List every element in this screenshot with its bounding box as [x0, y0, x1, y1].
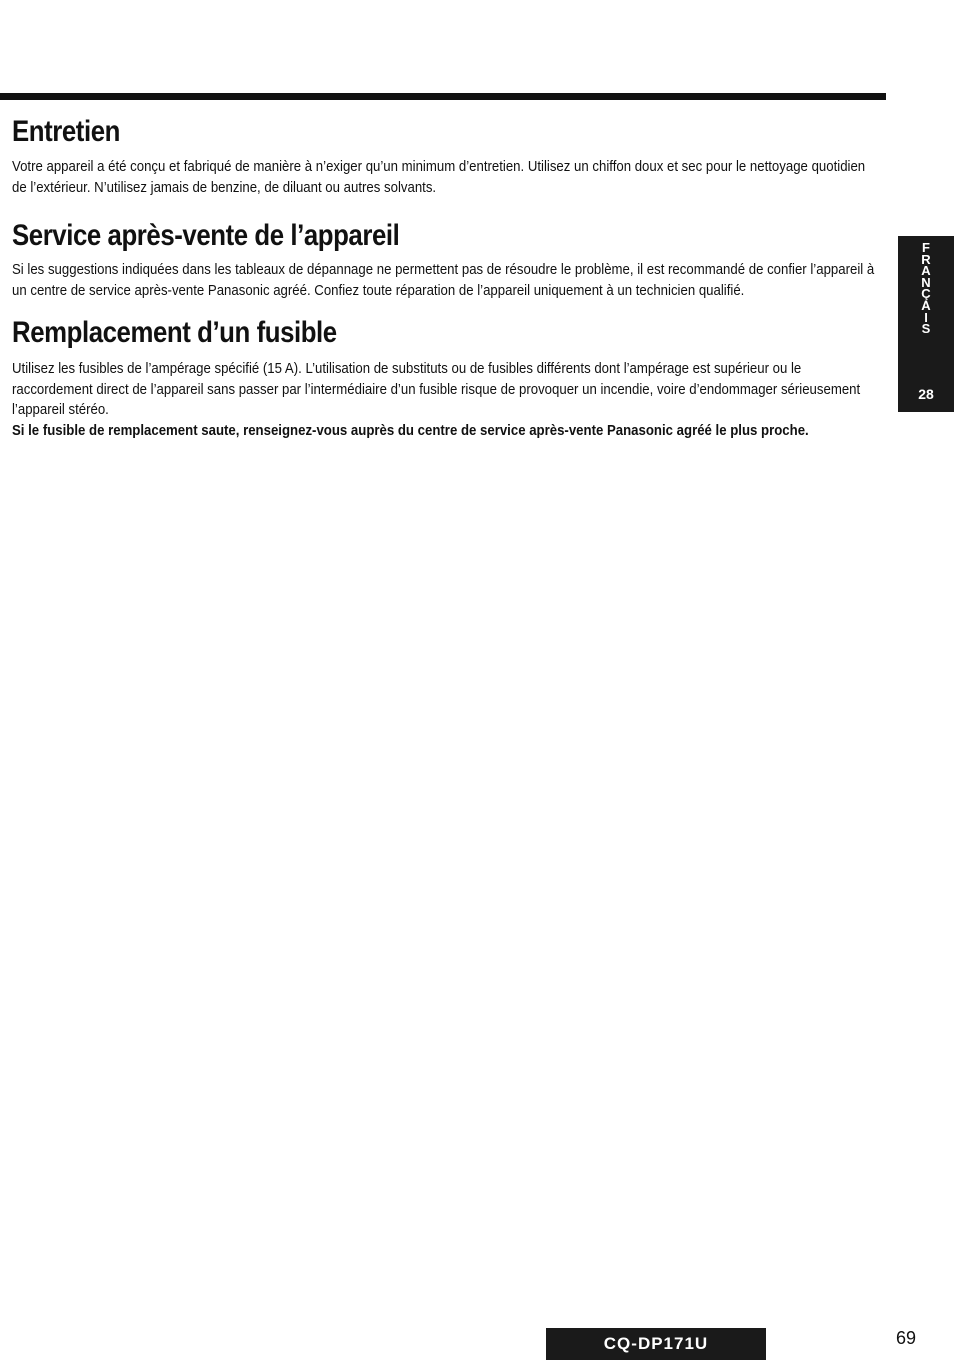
- side-tab-letter: A: [921, 297, 931, 313]
- side-tab-page-number: 28: [918, 386, 934, 402]
- side-tab-letter: A: [921, 263, 931, 279]
- side-tab-letter: I: [924, 309, 928, 325]
- paragraph-service: Si les suggestions indiquées dans les tableaux de dépannage ne permettent pas de résoudre le problème, il est recommandé de confier l’appareil à un centre de service après-vente Panasonic agréé. Confiez toute réparation de l’appareil uniquement à un technicien qualifié.: [12, 261, 875, 299]
- side-tab-letter: R: [921, 251, 931, 267]
- side-tab-letters: [898, 242, 954, 335]
- side-tab-letter: Ç: [921, 286, 931, 302]
- section-title-entretien: Entretien: [12, 115, 120, 148]
- section-title-service: Service après-vente de l’appareil: [12, 219, 400, 252]
- section-entretien: [12, 114, 886, 198]
- page-number: 69: [896, 1328, 917, 1348]
- side-tab-letter: S: [921, 321, 931, 337]
- paragraph-fusible: Utilisez les fusibles de l’ampérage spécifié (15 A). L’utilisation de substituts ou de fusibles différents dont l’ampérage est supérieur ou le raccordement direct de l’appareil sans passer par l’intermédiaire d’un fusible risque de provoquer un incendie, voire d’endommager sérieusement l’appareil stéréo.: [12, 360, 861, 418]
- section-service: [12, 218, 886, 301]
- model-number-badge: CQ-DP171U: [546, 1328, 766, 1360]
- section-title-fusible: Remplacement d’un fusible: [12, 316, 337, 349]
- top-rule: [0, 93, 886, 100]
- side-tab-letter: N: [921, 274, 931, 290]
- side-tab-letter: F: [922, 240, 930, 255]
- paragraph-fusible-warning: Si le fusible de remplacement saute, renseignez-vous auprès du centre de service après-vente Panasonic agréé le plus proche.: [12, 421, 809, 439]
- language-side-tab: [898, 236, 954, 412]
- section-fusible: [12, 315, 886, 441]
- paragraph-entretien: Votre appareil a été conçu et fabriqué de manière à n’exiger qu’un minimum d’entretien. Utilisez un chiffon doux et sec pour le nettoyage quotidien de l’extérieur. N’utilisez jamais de benzine, de diluant ou autres solvants.: [12, 158, 866, 196]
- document-body: [12, 114, 886, 441]
